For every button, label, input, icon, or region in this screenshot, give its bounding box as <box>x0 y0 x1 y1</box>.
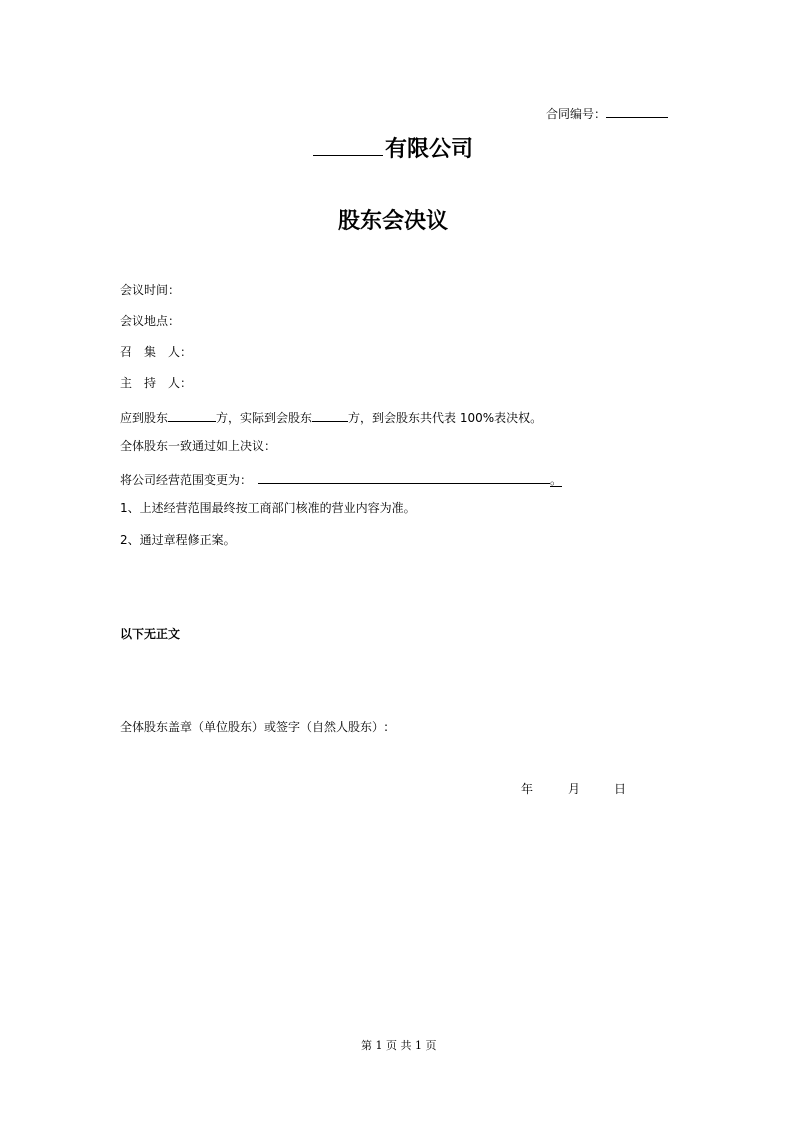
company-title <box>313 133 473 163</box>
expected-shareholders-blank[interactable] <box>168 407 216 422</box>
host-char-2: 持 <box>144 376 157 390</box>
date-day: 日 <box>614 782 627 796</box>
contract-number-label: 合同编号： <box>546 107 607 121</box>
host-char-3: 人： <box>168 376 193 390</box>
company-name-blank[interactable] <box>313 133 383 156</box>
host-char-1: 主 <box>120 376 133 390</box>
scope-change-blank[interactable] <box>258 469 550 484</box>
scope-change-label: 将公司经营范围变更为： <box>120 473 253 487</box>
attendance-part1: 应到股东 <box>120 411 169 425</box>
convener-char-1: 召 <box>120 345 133 359</box>
date-month: 月 <box>568 782 581 796</box>
scope-change-line <box>120 469 562 488</box>
convener-char-2: 集 <box>144 345 157 359</box>
company-suffix: 有限公司 <box>385 136 474 162</box>
date-year: 年 <box>521 782 534 796</box>
meeting-time: 会议时间： <box>120 283 181 297</box>
no-more-text: 以下无正文 <box>120 627 181 641</box>
resolution-item-1: 1、上述经营范围最终按工商部门核准的营业内容为准。 <box>120 501 416 515</box>
document-title: 股东会决议 <box>338 208 449 234</box>
attendance-part2: 方，实际到会股东 <box>216 411 313 425</box>
attendance-line <box>120 407 542 426</box>
contract-number <box>546 103 668 122</box>
meeting-convener <box>120 344 192 360</box>
meeting-host <box>120 375 192 391</box>
signature-line: 全体股东盖章（单位股东）或签字（自然人股东）: <box>120 720 389 734</box>
unanimous-statement: 全体股东一致通过如上决议： <box>120 439 277 453</box>
contract-number-blank[interactable] <box>606 103 668 118</box>
scope-change-end: 。 <box>550 473 563 487</box>
resolution-item-2: 2、通过章程修正案。 <box>120 533 236 547</box>
page-footer: 第 1 页 共 1 页 <box>361 1039 437 1052</box>
meeting-place: 会议地点： <box>120 314 181 328</box>
present-shareholders-blank[interactable] <box>312 407 348 422</box>
convener-char-3: 人： <box>168 345 193 359</box>
attendance-part3: 方，到会股东共代表 100%表决权。 <box>348 411 543 425</box>
